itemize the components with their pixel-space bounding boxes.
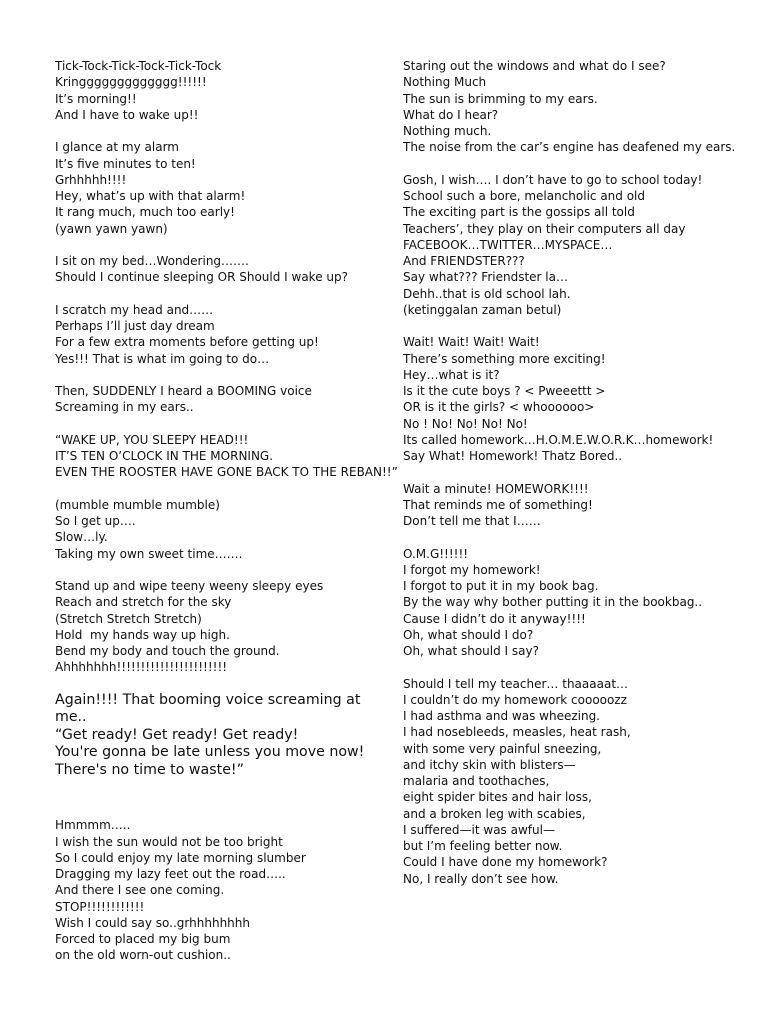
poem-line: Screaming in my ears..	[55, 400, 194, 415]
poem-line: Wish I could say so..grhhhhhhhh	[55, 915, 250, 930]
poem-line: Again!!!! That booming voice screaming at me..	[55, 691, 361, 726]
poem-line: but I’m feeling better now.	[403, 839, 563, 853]
poem-line: Should I continue sleeping OR Should I wake up?	[55, 270, 348, 285]
poem-line: Its called homework…H.O.M.E.W.O.R.K…homework!	[403, 432, 714, 447]
poem-line: I glance at my alarm	[55, 140, 179, 155]
poem-line: There’s something more exciting!	[403, 351, 606, 366]
poem-line: That reminds me of something!	[403, 497, 593, 512]
poem-line: EVEN THE ROOSTER HAVE GONE BACK TO THE REBAN!!”	[55, 465, 398, 480]
poem-line: It’s morning!!	[55, 91, 137, 106]
poem-line: Cause I didn’t do it anyway!!!!	[403, 611, 586, 626]
poem-line: No ! No! No! No! No!	[403, 416, 528, 431]
left-stanza	[55, 253, 385, 286]
poem-line: (ketinggalan zaman betul)	[403, 302, 562, 317]
poem-line: Forced to placed my big bum	[55, 932, 231, 946]
poem-line: Dehh..that is old school lah.	[403, 286, 571, 301]
poem-line: Oh, what should I do?	[403, 627, 534, 642]
poem-line: (Stretch Stretch Stretch)	[55, 611, 202, 626]
poem-line: So I get up….	[55, 514, 136, 528]
left-stanza	[55, 497, 385, 562]
poem-line: OR is it the girls? < whoooooo>	[403, 400, 595, 415]
poem-line: I forgot my homework!	[403, 562, 541, 577]
left-stanza	[55, 432, 398, 481]
poem-line: I suffered—it was awful—	[403, 822, 555, 837]
poem-line: Hey, what’s up with that alarm!	[55, 189, 246, 203]
poem-line: What do I hear?	[403, 107, 499, 122]
poem-line: It’s five minutes to ten!	[55, 156, 196, 171]
right-stanza	[403, 546, 743, 660]
poem-line: Slow…ly.	[55, 530, 108, 545]
poem-line: Is it the cute boys ? < Pweeettt >	[403, 384, 606, 398]
left-stanza	[55, 692, 385, 780]
left-stanza	[55, 817, 385, 963]
poem-line: FACEBOOK…TWITTER…MYSPACE…	[403, 237, 613, 252]
poem-line: with some very painful sneezing,	[403, 741, 602, 756]
left-column	[55, 58, 398, 980]
left-stanza	[55, 383, 385, 416]
poem-line: O.M.G!!!!!!	[403, 546, 469, 561]
poem-line: The exciting part is the gossips all told	[403, 205, 635, 220]
right-stanza	[403, 676, 743, 887]
poem-line: Say what??? Friendster la…	[403, 270, 568, 285]
poem-line: and a broken leg with scabies,	[403, 806, 586, 821]
poem-line: And I have to wake up!!	[55, 107, 199, 122]
poem-line: Taking my own sweet time…….	[55, 546, 243, 561]
poem-line: on the old worn-out cushion..	[55, 948, 231, 963]
right-stanza	[403, 334, 743, 464]
poem-line: I forgot to put it in my book bag.	[403, 579, 599, 593]
poem-line: I scratch my head and……	[55, 302, 214, 317]
poem-line: and itchy skin with blisters—	[403, 757, 576, 772]
poem-line: IT’S TEN O’CLOCK IN THE MORNING.	[55, 449, 274, 463]
poem-line: Kringgggggggggggg!!!!!!	[55, 75, 207, 90]
poem-line: Hey…what is it?	[403, 367, 500, 382]
poem-line: I had asthma and was wheezing.	[403, 709, 600, 723]
poem-line: Reach and stretch for the sky	[55, 595, 232, 610]
poem-line: “Get ready! Get ready! Get ready!	[55, 726, 299, 743]
poem-line: Dragging my lazy feet out the road…..	[55, 867, 286, 881]
left-stanza	[55, 302, 385, 367]
poem-line: Nothing Much	[403, 75, 487, 90]
poem-line: You're gonna be late unless you move now!	[55, 744, 365, 761]
poem-line: Wait a minute! HOMEWORK!!!!	[403, 481, 589, 496]
poem-line: (yawn yawn yawn)	[55, 221, 168, 236]
poem-line: Gosh, I wish…. I don’t have to go to school today!	[403, 172, 703, 187]
poem-line: Hmmmm…..	[55, 818, 131, 833]
poem-line: The noise from the car’s engine has deafened my ears.	[403, 140, 736, 155]
poem-line: There's no time to waste!”	[55, 761, 244, 778]
poem-line: Perhaps I’ll just day dream	[55, 319, 215, 333]
poem-line: Don’t tell me that I……	[403, 514, 541, 528]
poem-line: Should I tell my teacher… thaaaaat…	[403, 676, 629, 691]
poem-line: Hold my hands way up high.	[55, 627, 230, 642]
poem-line: I wish the sun would not be too bright	[55, 834, 283, 849]
poem-line: I couldn’t do my homework cooooozz	[403, 692, 627, 707]
poem-line: It rang much, much too early!	[55, 205, 235, 220]
poem-line: By the way why bother putting it in the bookbag..	[403, 595, 703, 610]
poem-line: Then, SUDDENLY I heard a BOOMING voice	[55, 384, 312, 398]
poem-line: malaria and toothaches,	[403, 774, 550, 788]
poem-line: The sun is brimming to my ears.	[403, 91, 598, 106]
poem-line: Could I have done my homework?	[403, 855, 608, 870]
poem-line: STOP!!!!!!!!!!!!	[55, 899, 145, 914]
poem-line: Staring out the windows and what do I see?	[403, 59, 666, 73]
right-stanza	[403, 58, 743, 156]
poem-line: And FRIENDSTER???	[403, 254, 525, 268]
poem-line: So I could enjoy my late morning slumber	[55, 850, 306, 865]
right-stanza	[403, 172, 743, 318]
poem-line: Oh, what should I say?	[403, 644, 539, 658]
poem-line: (mumble mumble mumble)	[55, 497, 220, 512]
poem-line: Yes!!! That is what im going to do…	[55, 351, 270, 366]
right-column	[403, 58, 743, 903]
left-stanza	[55, 58, 385, 123]
poem-line: For a few extra moments before getting up!	[55, 335, 319, 350]
poem-line: Tick-Tock-Tick-Tock-Tick-Tock	[55, 59, 222, 73]
poem-line: I sit on my bed…Wondering…….	[55, 254, 249, 268]
poem-line: I had nosebleeds, measles, heat rash,	[403, 725, 631, 740]
poem-line: Bend my body and touch the ground.	[55, 644, 280, 658]
poem-line: No, I really don’t see how.	[403, 871, 559, 886]
poem-line: Stand up and wipe teeny weeny sleepy eyes	[55, 579, 324, 593]
poem-line: Ahhhhhhh!!!!!!!!!!!!!!!!!!!!!!!	[55, 660, 228, 675]
poem-line: eight spider bites and hair loss,	[403, 790, 592, 805]
poem-line: Wait! Wait! Wait! Wait!	[403, 335, 540, 350]
left-stanza	[55, 578, 385, 676]
poem-line: Nothing much.	[403, 124, 492, 138]
poem-line: “WAKE UP, YOU SLEEPY HEAD!!!	[55, 432, 249, 447]
poem-line: And there I see one coming.	[55, 883, 225, 898]
left-stanza	[55, 139, 385, 237]
poem-line: Grhhhhh!!!!	[55, 172, 127, 187]
right-stanza	[403, 481, 743, 530]
poem-line: School such a bore, melancholic and old	[403, 189, 646, 203]
poem-line: Say What! Homework! Thatz Bored..	[403, 449, 623, 463]
poem-line: Teachers’, they play on their computers all day	[403, 221, 686, 236]
